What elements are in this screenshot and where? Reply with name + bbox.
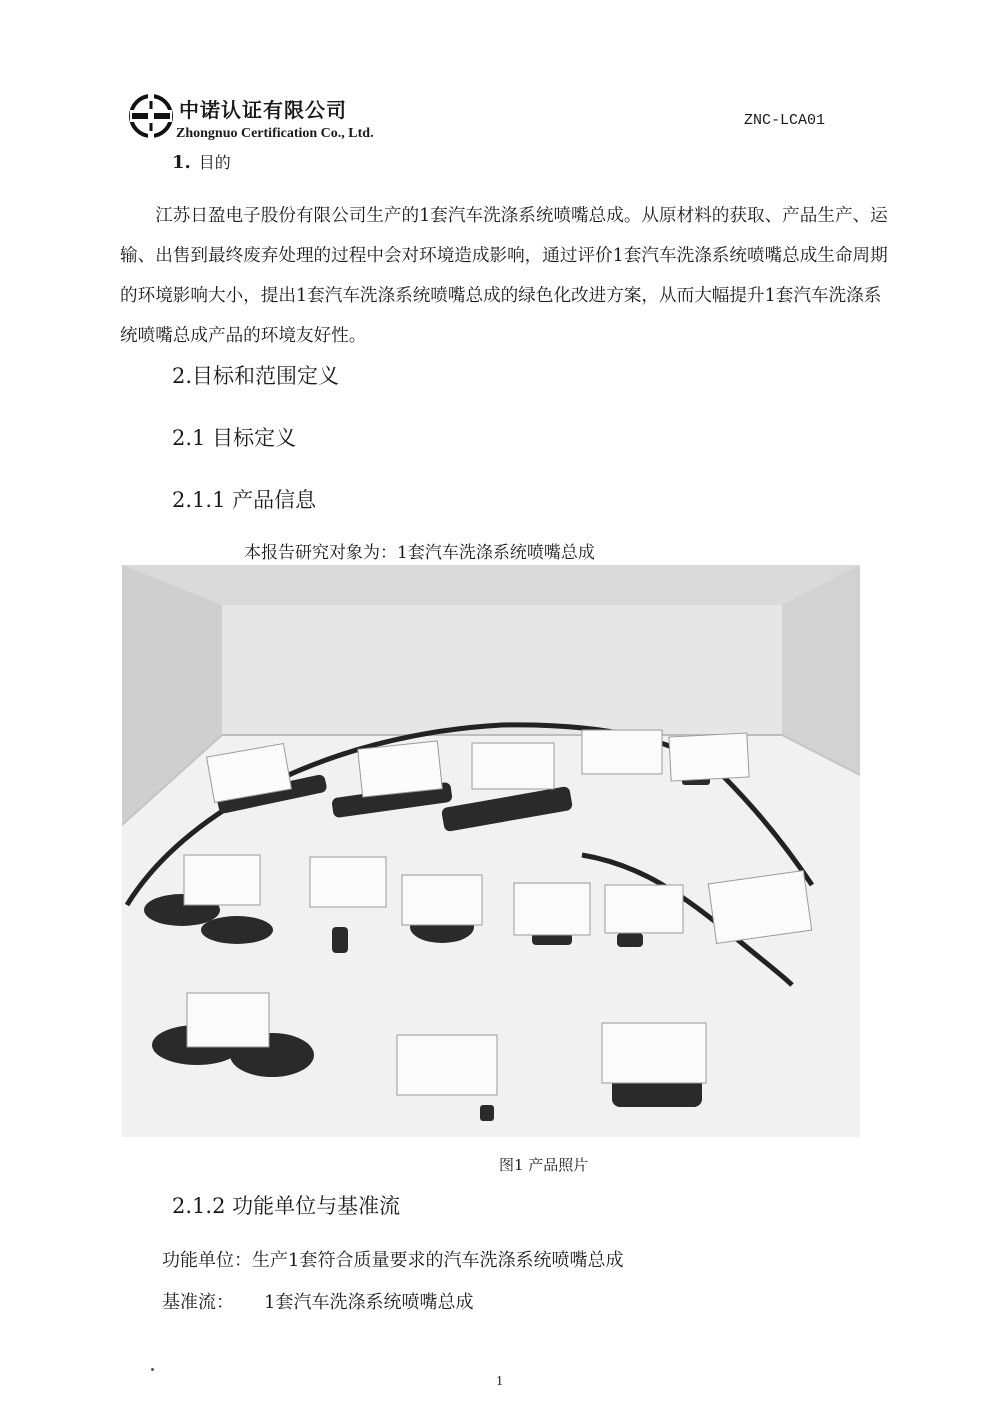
section-1-heading xyxy=(172,150,231,173)
section-2-heading: 2.目标和范围定义 xyxy=(172,364,340,388)
section-2-1-heading: 2.1 目标定义 xyxy=(172,426,297,450)
functional-unit-value: 生产1套符合质量要求的汽车洗涤系统喷嘴总成 xyxy=(252,1250,624,1271)
company-logo xyxy=(128,93,174,139)
section-2-1-1-heading: 2.1.1 产品信息 xyxy=(172,488,317,512)
functional-unit-label: 功能单位： xyxy=(162,1250,252,1271)
company-name-en: Zhongnuo Certification Co., Ltd. xyxy=(176,126,374,141)
scan-speck xyxy=(151,1368,154,1371)
research-subject-line: 本报告研究对象为：1套汽车洗涤系统喷嘴总成 xyxy=(244,543,595,563)
reference-flow-line xyxy=(162,1288,473,1314)
company-name-cn: 中诺认证有限公司 xyxy=(179,98,347,122)
document-code: ZNC-LCA01 xyxy=(744,112,826,129)
section-1-number: 1. xyxy=(172,152,191,173)
functional-unit-line xyxy=(162,1246,623,1272)
purpose-paragraph: 江苏日盈电子股份有限公司生产的1套汽车洗涤系统喷嘴总成。从原材料的获取、产品生产、运输、出售到最终废弃处理的过程中会对环境造成影响，通过评价1套汽车洗涤系统喷嘴总成生命周期的环境影响大小，提出1套汽车洗涤系统喷嘴总成的绿色化改进方案，从而大幅提升1套汽车洗涤系统喷嘴总成产品的环境友好性。 xyxy=(120,206,888,346)
figure-caption: 图1 产品照片 xyxy=(499,1156,589,1174)
section-2-1-2-heading: 2.1.2 功能单位与基准流 xyxy=(172,1194,401,1218)
reference-flow-label: 基准流： xyxy=(162,1292,234,1313)
section-1-title: 目的 xyxy=(198,153,231,172)
reference-flow-value: 1套汽车洗涤系统喷嘴总成 xyxy=(264,1292,474,1313)
product-photo xyxy=(122,565,860,1137)
page-number: 1 xyxy=(496,1374,503,1389)
